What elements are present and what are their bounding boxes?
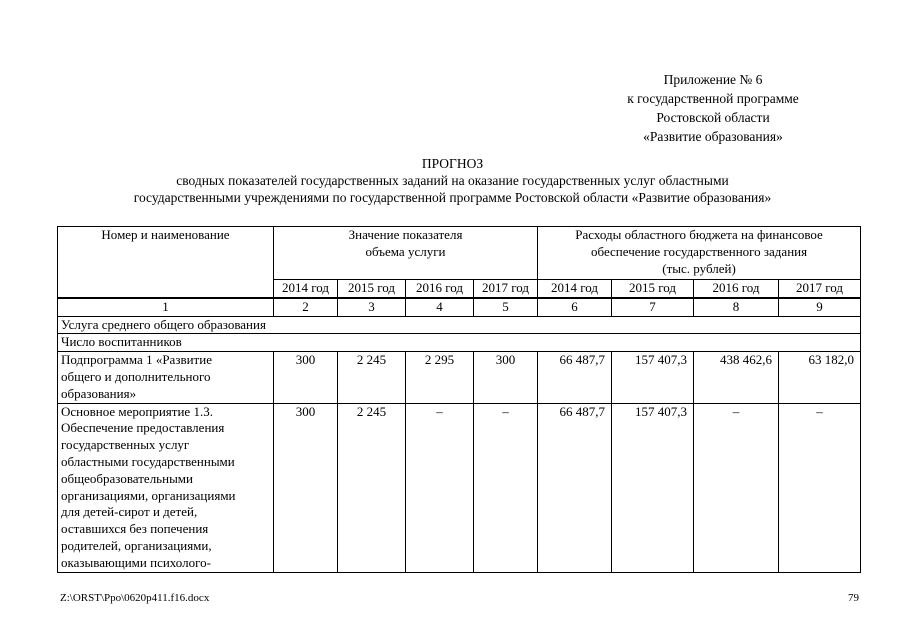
header-expense-line: Расходы областного бюджета на финансовое — [575, 227, 823, 242]
footer-file-path: Z:\ORST\Ppo\0620p411.f16.docx — [60, 592, 210, 604]
header-year: 2014 год — [538, 280, 612, 298]
row-name-line: для детей-сирот и детей, — [61, 504, 198, 520]
header-expense-group — [538, 227, 861, 280]
forecast-table — [57, 226, 861, 573]
header-name-cell — [58, 227, 274, 298]
column-number: 4 — [406, 298, 474, 316]
column-number: 1 — [58, 298, 274, 316]
row-name-line: Основное мероприятие 1.3. — [61, 403, 213, 419]
row-name — [58, 403, 274, 572]
column-number: 7 — [612, 298, 694, 316]
appendix-line: к государственной программе — [627, 91, 799, 106]
column-number: 5 — [474, 298, 538, 316]
title-line-1: сводных показателей государственных заданий на оказание государственных услуг областными — [176, 173, 729, 188]
appendix-line: Приложение № 6 — [663, 72, 763, 87]
row-name-line: Подпрограмма 1 «Развитие — [61, 352, 212, 368]
service-label: Услуга среднего общего образования — [58, 316, 861, 334]
volume-value: 2 245 — [338, 403, 406, 572]
column-number-row — [58, 298, 861, 316]
header-expense-line: (тыс. рублей) — [662, 260, 736, 276]
row-name-line: государственных услуг — [61, 437, 190, 453]
row-name-line: оставшихся без попечения — [61, 521, 209, 537]
header-expense-line: обеспечение государственного задания — [591, 243, 808, 259]
volume-value: 300 — [274, 403, 338, 572]
row-name-line: оказывающими психолого- — [61, 554, 211, 570]
row-name-line: родителей, организациями, — [61, 537, 212, 553]
header-year: 2017 год — [779, 280, 861, 298]
header-row — [58, 227, 861, 280]
volume-value: 300 — [274, 352, 338, 403]
column-number: 8 — [694, 298, 779, 316]
expense-value: – — [694, 403, 779, 572]
header-year: 2015 год — [338, 280, 406, 298]
expense-value: 157 407,3 — [612, 352, 694, 403]
appendix-line: Ростовской области — [656, 110, 770, 125]
expense-value: 63 182,0 — [779, 352, 861, 403]
expense-value: – — [779, 403, 861, 572]
appendix-header — [583, 70, 843, 146]
table-row — [58, 403, 861, 572]
column-number: 3 — [338, 298, 406, 316]
header-year: 2016 год — [694, 280, 779, 298]
row-name-line: образования» — [61, 385, 137, 401]
volume-value: 2 295 — [406, 352, 474, 403]
volume-value: 2 245 — [338, 352, 406, 403]
volume-value: – — [406, 403, 474, 572]
row-name-line: Обеспечение предоставления — [61, 420, 225, 436]
indicator-row — [58, 334, 861, 352]
row-name-line: общеобразовательными — [61, 470, 193, 486]
volume-value: – — [474, 403, 538, 572]
service-row — [58, 316, 861, 334]
title-line-2: государственными учреждениями по государственной программе Ростовской области «Развитие образования» — [133, 190, 772, 205]
column-number: 2 — [274, 298, 338, 316]
header-volume-line: Значение показателя — [348, 227, 463, 242]
indicator-label: Число воспитанников — [58, 334, 861, 352]
column-number: 9 — [779, 298, 861, 316]
header-volume-group — [274, 227, 538, 280]
row-name-line: организациями, организациями — [61, 487, 236, 503]
volume-value: 300 — [474, 352, 538, 403]
row-name-line: областными государственными — [61, 453, 235, 469]
header-name: Номер и наименование — [101, 227, 230, 242]
header-year: 2016 год — [406, 280, 474, 298]
footer-page-number: 79 — [848, 592, 859, 604]
expense-value: 66 487,7 — [538, 403, 612, 572]
header-year: 2014 год — [274, 280, 338, 298]
title-heading: ПРОГНОЗ — [421, 156, 484, 171]
row-name-line: общего и дополнительного — [61, 368, 211, 384]
expense-value: 66 487,7 — [538, 352, 612, 403]
header-year: 2017 год — [474, 280, 538, 298]
document-title — [0, 155, 905, 206]
table-row — [58, 352, 861, 403]
expense-value: 157 407,3 — [612, 403, 694, 572]
column-number: 6 — [538, 298, 612, 316]
expense-value: 438 462,6 — [694, 352, 779, 403]
header-year: 2015 год — [612, 280, 694, 298]
appendix-line: «Развитие образования» — [643, 129, 783, 144]
row-name — [58, 352, 274, 403]
header-volume-line: объема услуги — [365, 243, 446, 259]
